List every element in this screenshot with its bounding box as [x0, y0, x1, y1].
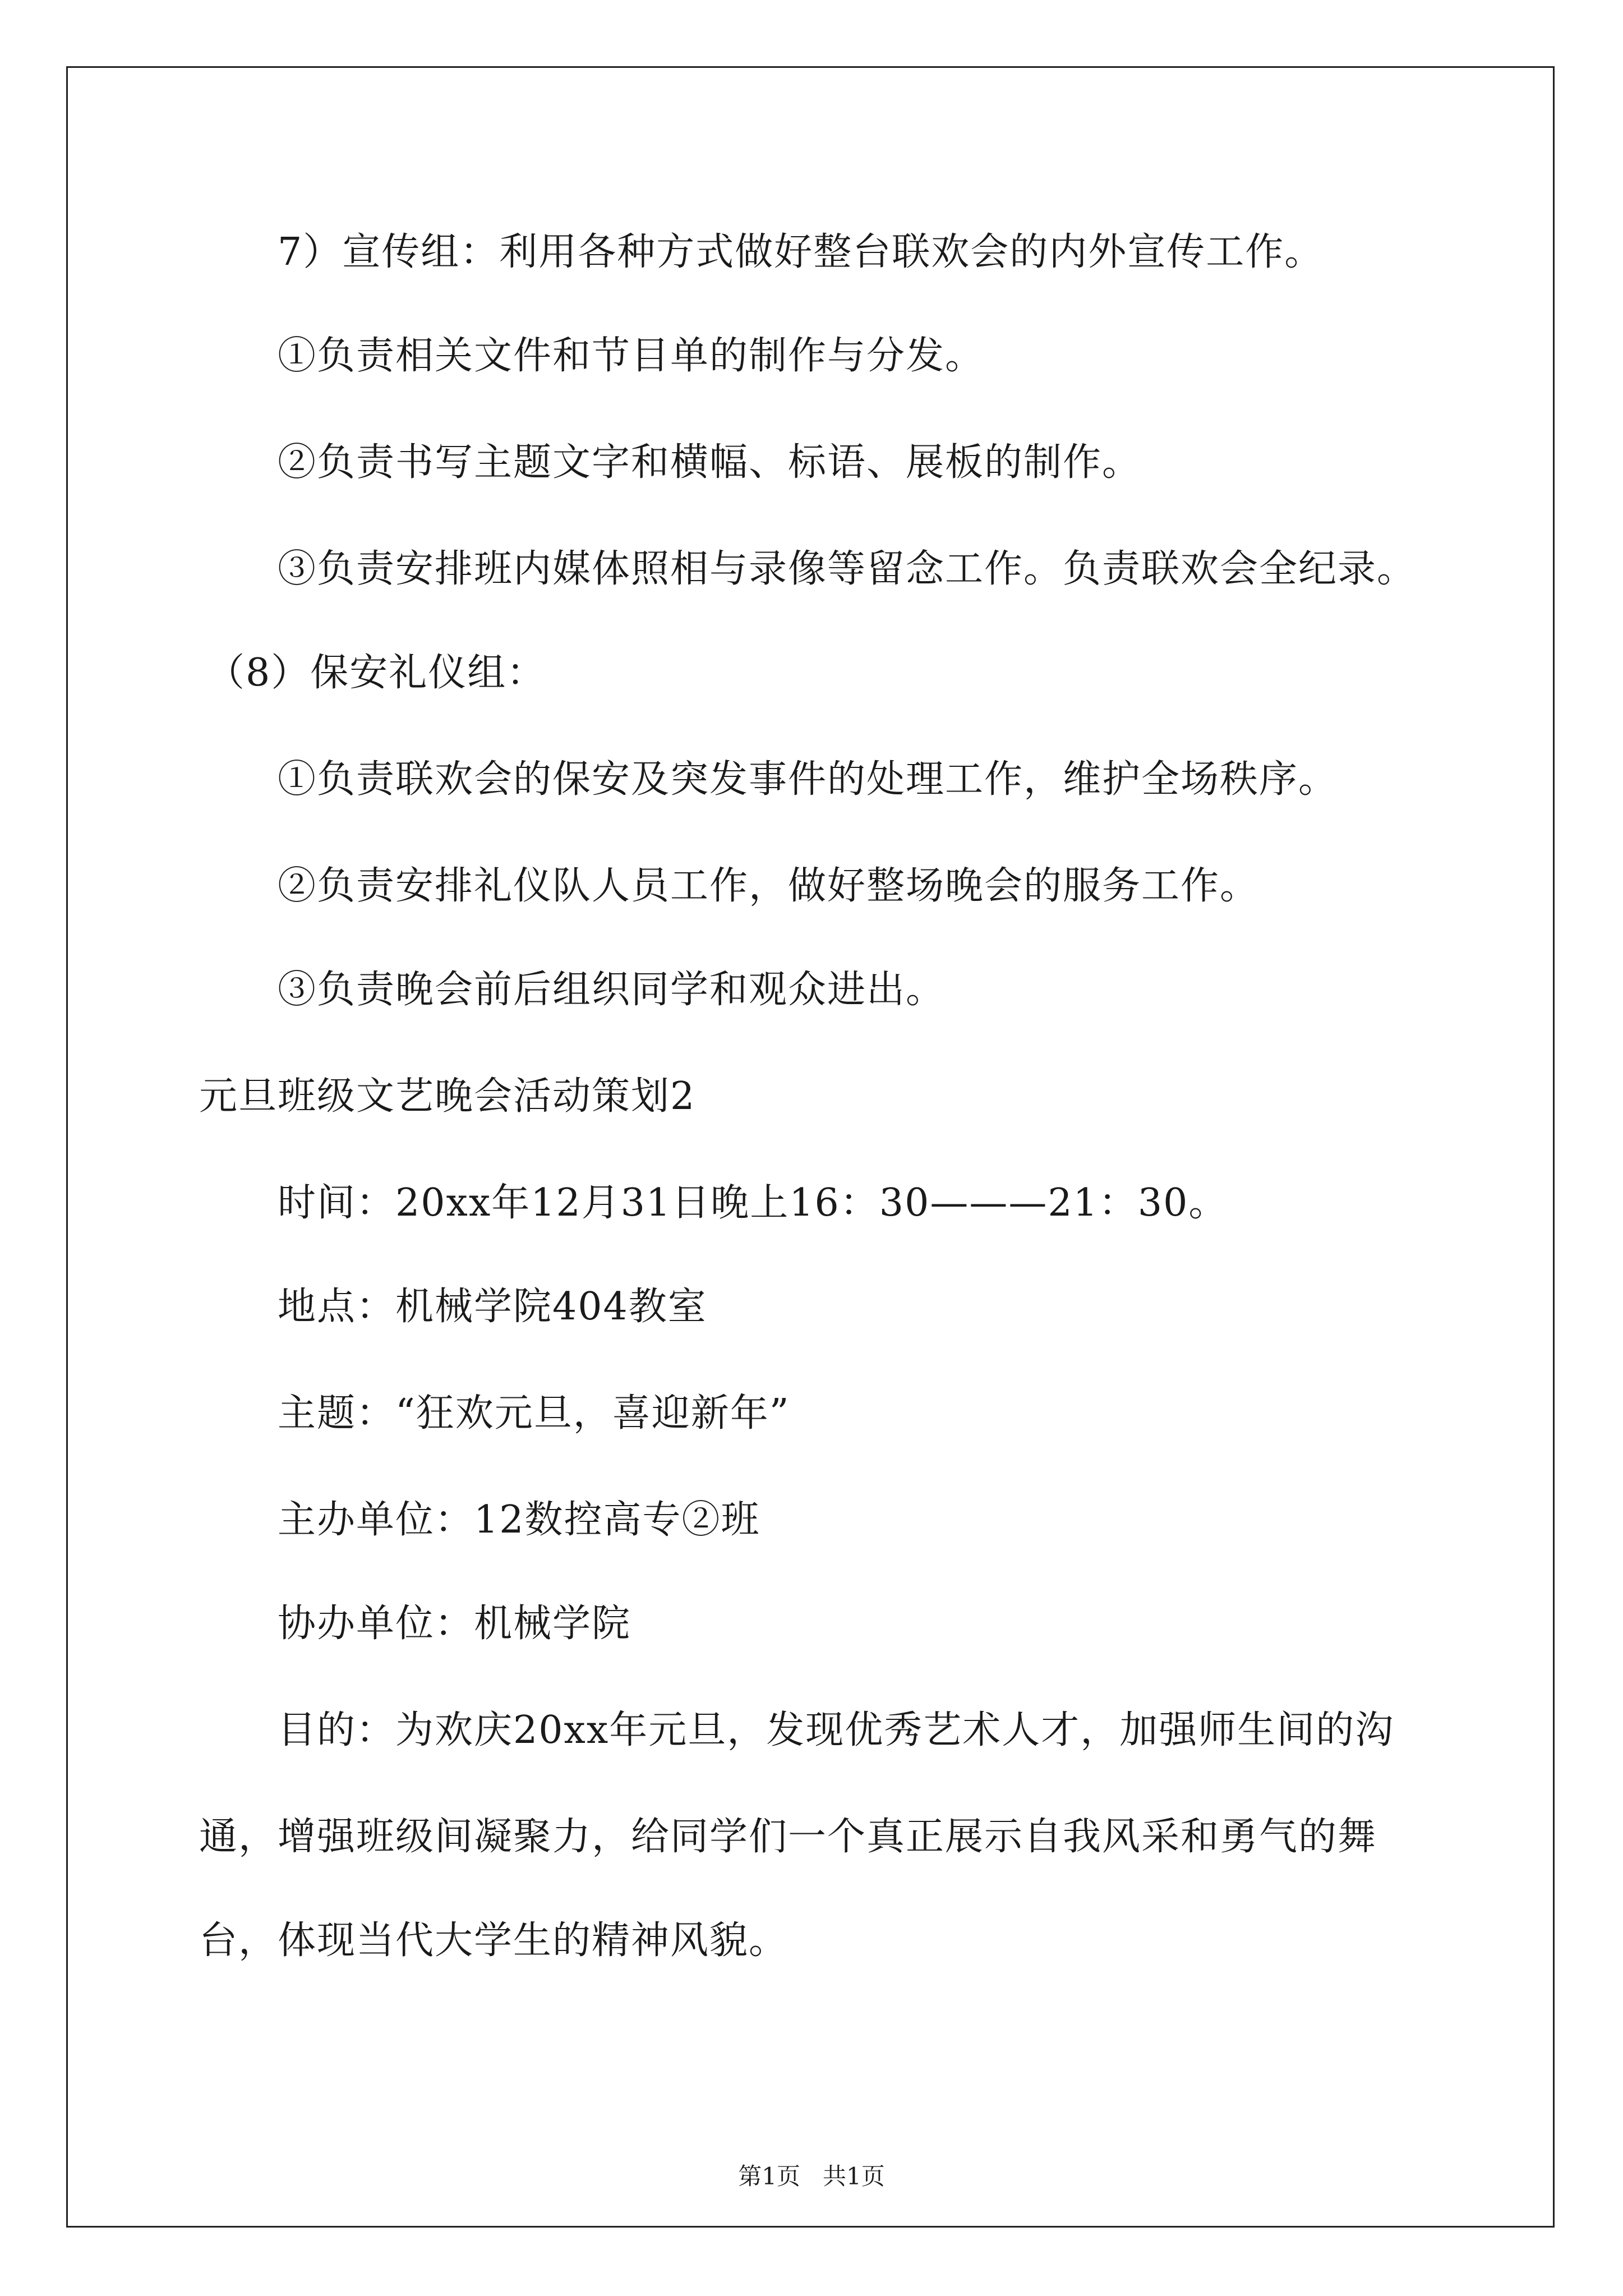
paragraph-publicity-item-2: ②负责书写主题文字和横幅、标语、展板的制作。 [278, 440, 1142, 485]
paragraph-security-item-3: ③负责晚会前后组织同学和观众进出。 [278, 968, 946, 1012]
paragraph-purpose-line-3: 台，体现当代大学生的精神风貌。 [199, 1918, 789, 1963]
section-heading: 元旦班级文艺晚会活动策划2 [199, 1074, 696, 1119]
paragraph-purpose-line-1: 目的：为欢庆20xx年元旦，发现优秀艺术人才，加强师生间的沟 [278, 1708, 1395, 1752]
paragraph-host: 主办单位：12数控高专②班 [278, 1498, 760, 1542]
paragraph-security-group: （8）保安礼仪组： [206, 651, 546, 695]
paragraph-publicity-group: 7）宣传组：利用各种方式做好整台联欢会的内外宣传工作。 [278, 230, 1324, 274]
paragraph-theme: 主题：“狂欢元旦，喜迎新年” [278, 1391, 790, 1435]
paragraph-location: 地点：机械学院404教室 [278, 1285, 707, 1329]
paragraph-co-host: 协办单位：机械学院 [278, 1602, 631, 1646]
paragraph-time: 时间：20xx年12月31日晚上16：30———21：30。 [278, 1181, 1228, 1225]
page-footer: 第1页 共1页 [738, 2162, 885, 2190]
paragraph-purpose-line-2: 通，增强班级间凝聚力，给同学们一个真正展示自我风采和勇气的舞 [199, 1815, 1377, 1859]
paragraph-publicity-item-3: ③负责安排班内媒体照相与录像等留念工作。负责联欢会全纪录。 [278, 547, 1417, 591]
paragraph-security-item-2: ②负责安排礼仪队人员工作，做好整场晚会的服务工作。 [278, 864, 1260, 908]
page-border [66, 66, 1555, 2228]
paragraph-security-item-1: ①负责联欢会的保安及突发事件的处理工作，维护全场秩序。 [278, 757, 1338, 802]
paragraph-publicity-item-1: ①负责相关文件和节目单的制作与分发。 [278, 334, 985, 378]
